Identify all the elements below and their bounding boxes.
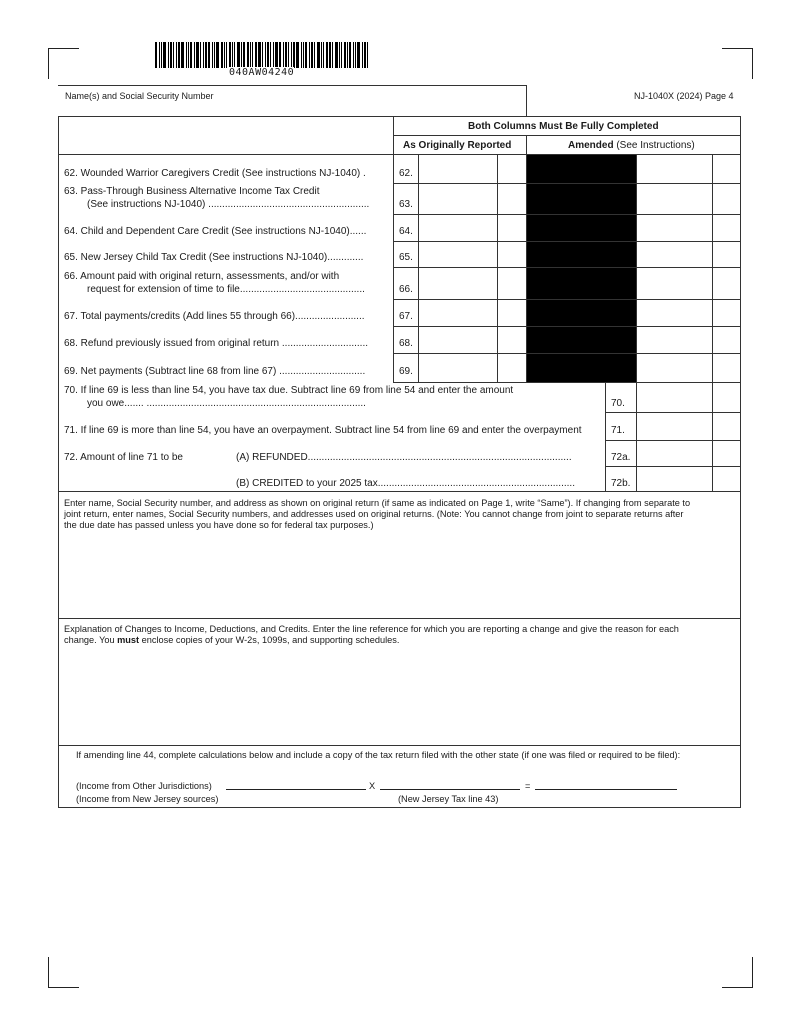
explanation-must: must (117, 635, 140, 645)
line-69-box: 69. (399, 366, 413, 377)
line-63-label-2: (See instructions NJ-1040) .......................................................... (87, 199, 370, 210)
both-columns-title: Both Columns Must Be Fully Completed (468, 121, 659, 132)
names-instructions-3: the due date has passed unless you have done so for federal tax purposes.) (64, 520, 374, 530)
row-rule-62 (393, 183, 741, 184)
crop-mark-top-right (722, 48, 753, 79)
line-66-label-1: 66. Amount paid with original return, assessments, and/or with (64, 271, 340, 282)
line-70-box: 70. (611, 398, 625, 409)
equals-sign: = (525, 781, 531, 791)
col-line-box-right (418, 154, 419, 382)
col-header-original: As Originally Reported (403, 140, 512, 151)
line-72b-box: 72b. (611, 478, 631, 489)
line-68-box: 68. (399, 338, 413, 349)
nj-tax-line-field[interactable] (380, 789, 520, 790)
row-rule-68 (393, 353, 741, 354)
col-amended-cents (712, 154, 713, 492)
income-other-jurisdictions-label: (Income from Other Jurisdictions) (76, 781, 212, 791)
blocked-area-62-69 (527, 155, 636, 382)
col-header-bottom-rule (58, 154, 741, 155)
row-rule-66 (393, 299, 741, 300)
col-header-amended-bold: Amended (568, 140, 614, 151)
line-64-label: 64. Child and Dependent Care Credit (See instructions NJ-1040)...... (64, 226, 367, 237)
row-rule-67 (393, 326, 741, 327)
line-72a-box: 72a. (611, 452, 631, 463)
line-62-label: 62. Wounded Warrior Caregivers Credit (See instructions NJ-1040) . (64, 168, 366, 179)
explanation-pre: change. You (64, 635, 118, 645)
explanation-instructions-1: Explanation of Changes to Income, Deductions, and Credits. Enter the line reference for which you are reporting a change and give the reason for each (64, 624, 679, 634)
line-72-label: 72. Amount of line 71 to be (64, 452, 183, 463)
times-sign: X (369, 781, 376, 791)
row-rule-64 (393, 241, 741, 242)
crop-mark-bottom-left (48, 957, 79, 988)
explanation-post: enclose copies of your W-2s, 1099s, and supporting schedules. (139, 635, 400, 645)
line-65-box: 65. (399, 252, 413, 263)
line-67-box: 67. (399, 311, 413, 322)
line-69-label: 69. Net payments (Subtract line 68 from line 67) ............................... (64, 366, 366, 377)
nj-tax-line-label: (New Jersey Tax line 43) (398, 794, 499, 804)
names-instructions-1: Enter name, Social Security number, and address as shown on original return (if same as indicated on Page 1, write “Same”). If changing from separate to (64, 498, 691, 508)
col-header-amended (568, 140, 695, 152)
col-original-cents (497, 154, 498, 382)
line-63-box: 63. (399, 199, 413, 210)
explanation-instructions-2 (64, 635, 399, 646)
col-line-box-left (393, 116, 394, 382)
line-72a-label: (A) REFUNDED............................................................................................... (236, 452, 572, 463)
line-67-label: 67. Total payments/credits (Add lines 55 through 66)......................... (64, 311, 365, 322)
col-amended-value (636, 154, 637, 492)
header-divider (526, 85, 527, 117)
line-72b-label: (B) CREDITED to your 2025 tax....................................................................... (236, 478, 575, 489)
barcode-text: 040AW04240 (229, 67, 295, 78)
col-box-lower-left (605, 382, 606, 492)
row-rule-69 (393, 382, 741, 383)
form-page-label: NJ-1040X (2024) Page 4 (634, 91, 734, 101)
name-ssn-label: Name(s) and Social Security Number (65, 91, 214, 101)
line-68-label: 68. Refund previously issued from original return ............................... (64, 338, 369, 349)
barcode (155, 42, 371, 68)
col-header-amended-rest: (See Instructions) (613, 140, 695, 151)
line-66-label-2: request for extension of time to file............................................. (87, 284, 365, 295)
crop-mark-top-left (48, 48, 79, 79)
line-70-label-2: you owe....... ............................................................................... (87, 398, 366, 409)
result-field[interactable] (535, 789, 677, 790)
line-66-box: 66. (399, 284, 413, 295)
row-rule-70 (605, 412, 741, 413)
row-rule-71 (605, 440, 741, 441)
row-rule-65 (393, 267, 741, 268)
line-65-label: 65. New Jersey Child Tax Credit (See instructions NJ-1040)............. (64, 252, 364, 263)
names-instructions-2: joint return, enter names, Social Security numbers, and addresses used on original returns. (Note: You cannot change from joint to separate returns after (64, 509, 684, 519)
line-64-box: 64. (399, 226, 413, 237)
row-rule-63 (393, 214, 741, 215)
line-71-box: 71. (611, 425, 625, 436)
line-62-box: 62. (399, 168, 413, 179)
income-other-jurisdictions-field[interactable] (226, 789, 366, 790)
both-title-rule (393, 135, 741, 136)
line44-instruction: If amending line 44, complete calculations below and include a copy of the tax return filed with the other state (if one was filed or required to be filed): (76, 750, 681, 760)
header-top-rule (58, 85, 527, 86)
line-71-label: 71. If line 69 is more than line 54, you have an overpayment. Subtract line 54 from line 69 and enter the overpayment (64, 425, 582, 436)
income-nj-sources-label: (Income from New Jersey sources) (76, 794, 219, 804)
crop-mark-bottom-right (722, 957, 753, 988)
line-70-label-1: 70. If line 69 is less than line 54, you have tax due. Subtract line 69 from line 54 and enter the amount (64, 385, 514, 396)
row-rule-72a (605, 466, 741, 467)
line-63-label-1: 63. Pass-Through Business Alternative Income Tax Credit (64, 186, 320, 197)
